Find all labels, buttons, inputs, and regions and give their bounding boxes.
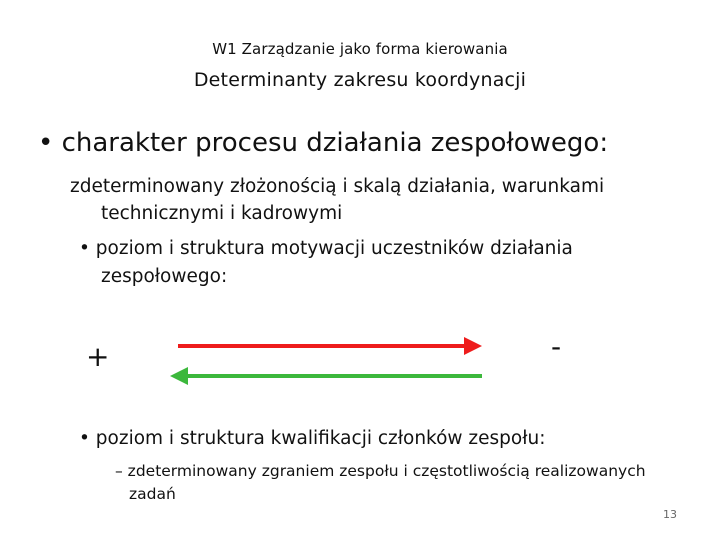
sub-point-2-line-2: zespołowego:: [101, 266, 228, 287]
sub-point-3: • poziom i struktura kwalifikacji członków zespołu:: [79, 428, 546, 449]
sub-point-1-line-2: technicznymi i kadrowymi: [101, 203, 343, 224]
green-left-arrow-icon: [170, 367, 482, 385]
slide-subtitle: W1 Zarządzanie jako forma kierowania: [212, 40, 508, 58]
page-number: 13: [663, 508, 677, 521]
slide-title: Determinanty zakresu koordynacji: [193, 69, 527, 91]
motivation-arrows: [160, 330, 500, 390]
minus-sign: -: [551, 330, 562, 363]
red-right-arrow-icon: [178, 337, 482, 355]
sub-point-2-line-1: • poziom i struktura motywacji uczestników działania: [79, 238, 573, 259]
sub-point-4-line-1: – zdeterminowany zgraniem zespołu i częstotliwością realizowanych: [115, 462, 646, 480]
plus-sign: +: [86, 340, 110, 373]
sub-point-4-line-2: zadań: [129, 485, 176, 503]
sub-point-1-line-1: zdeterminowany złożonością i skalą działania, warunkami: [70, 176, 605, 197]
main-bullet: • charakter procesu działania zespołowego:: [38, 128, 609, 158]
